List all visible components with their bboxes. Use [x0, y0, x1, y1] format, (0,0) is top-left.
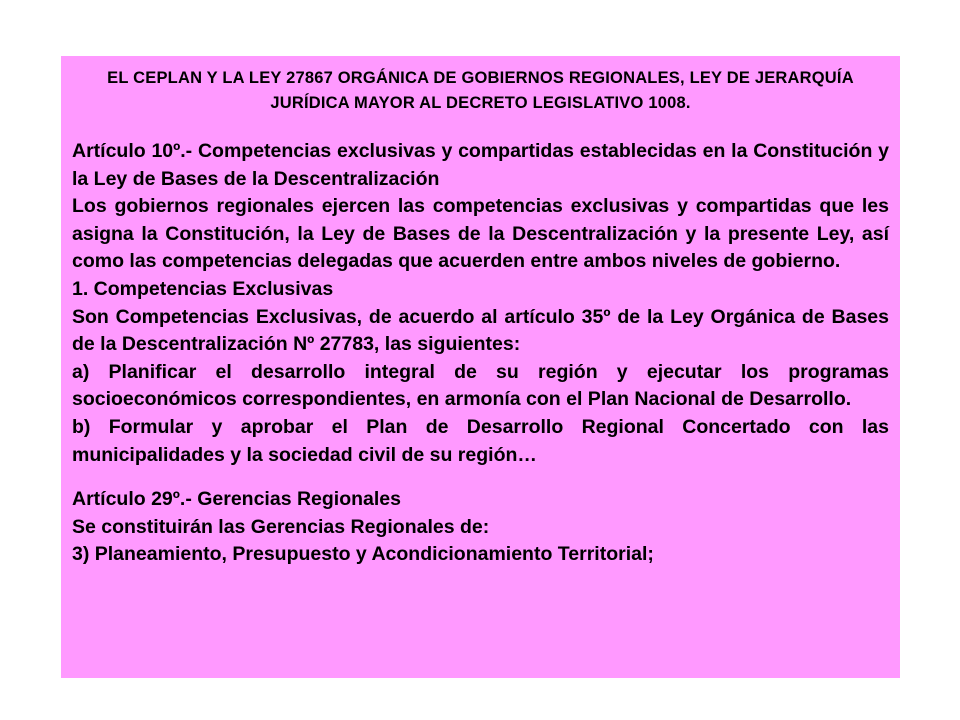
article-29-title: Artículo 29º.- Gerencias Regionales [72, 488, 401, 511]
section-1-intro: Son Competencias Exclusivas, de acuerdo al artículo 35º de la Ley Orgánica de Bases de la Descentralización Nº 27783, las siguientes: [72, 305, 889, 356]
slide-body [72, 138, 889, 569]
article-29-item-3: 3) Planeamiento, Presupuesto y Acondicionamiento Territorial; [72, 543, 654, 566]
slide-content-box [61, 56, 900, 678]
item-a: a) Planificar el desarrollo integral de su región y ejecutar los programas socioeconómicos correspondientes, en armonía con el Plan Nacional de Desarrollo. [72, 360, 889, 411]
section-1-title: 1. Competencias Exclusivas [72, 277, 334, 300]
article-10-body: Los gobiernos regionales ejercen las competencias exclusivas y compartidas que les asigna la Constitución, la Ley de Bases de la Descentralización y la presente Ley, así como las competencias delegadas que acuerden entre ambos niveles de gobierno. [72, 195, 889, 273]
paragraph-spacer [72, 469, 889, 486]
article-10-title: Artículo 10º.- Competencias exclusivas y compartidas establecidas en la Constitución y la Ley de Bases de la Descentralización [72, 140, 889, 190]
item-b: b) Formular y aprobar el Plan de Desarrollo Regional Concertado con las municipalidades y la sociedad civil de su región… [72, 415, 889, 466]
article-29-intro: Se constituirán las Gerencias Regionales de: [72, 515, 490, 538]
slide-heading: EL CEPLAN Y LA LEY 27867 ORGÁNICA DE GOBIERNOS REGIONALES, LEY DE JERARQUÍA JURÍDICA MAYOR AL DECRETO LEGISLATIVO 1008. [107, 69, 854, 112]
